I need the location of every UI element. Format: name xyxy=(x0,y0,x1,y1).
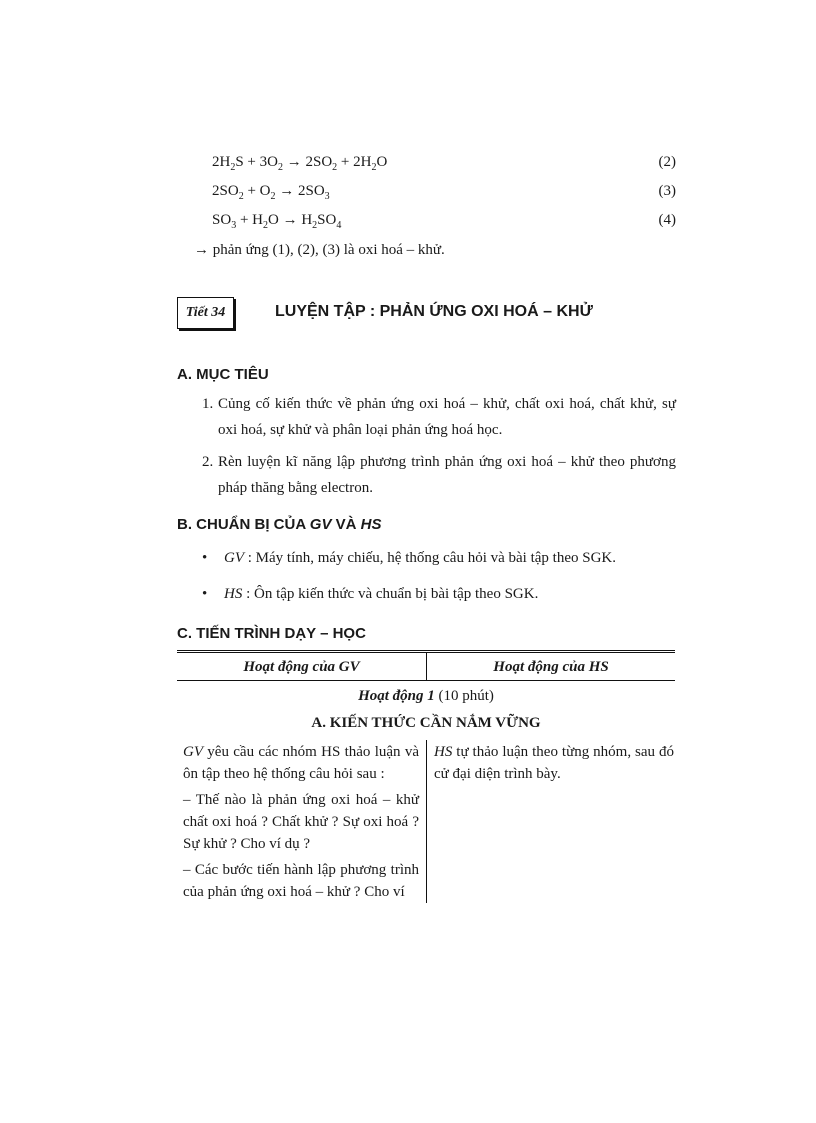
gv-text: yêu cầu các nhóm HS thảo luận và ôn tập theo hệ thống câu hỏi sau : xyxy=(183,744,419,782)
section-b-heading-pre: B. CHUẨN BỊ CỦA xyxy=(177,516,310,533)
hs-text: tự thảo luận theo từng nhóm, sau đó cử đại diện trình bày. xyxy=(434,744,674,782)
equation-row xyxy=(212,208,676,232)
gv-paragraph xyxy=(183,859,419,903)
objective-item xyxy=(202,449,676,501)
gv-paragraph xyxy=(183,789,419,855)
preparation-item xyxy=(202,582,538,606)
section-a-heading: A. MỤC TIÊU xyxy=(177,366,269,383)
equation: $SO_3 + H_2O \to H_2SO_4$ xyxy=(212,212,342,231)
table-top-rule xyxy=(177,650,675,651)
bullet-icon: • xyxy=(202,586,208,602)
section-b-heading-mid: VÀ xyxy=(331,516,361,533)
objective-number: 1. xyxy=(202,396,214,412)
equation: $2SO_2 + O_2 \to 2SO_3$ xyxy=(212,183,330,202)
section-c-heading: C. TIẾN TRÌNH DẠY – HỌC xyxy=(177,625,366,642)
preparation-text: : Ôn tập kiến thức và chuẩn bị bài tập theo SGK. xyxy=(242,586,539,602)
preparation-who: GV xyxy=(224,550,244,566)
section-b-heading-hs: HS xyxy=(360,516,382,533)
hs-lead: HS xyxy=(434,744,453,760)
preparation-who: HS xyxy=(224,586,243,602)
preparation-text: : Máy tính, máy chiếu, hệ thống câu hỏi và bài tập theo SGK. xyxy=(244,550,617,566)
column-header-hs: Hoạt động của HS xyxy=(493,659,609,675)
preparation-item xyxy=(202,546,616,570)
bullet-icon: • xyxy=(202,550,208,566)
gv-lead: GV xyxy=(183,744,203,760)
objective-text: Rèn luyện kĩ năng lập phương trình phản ứng oxi hoá – khử theo phương pháp thăng bằng electron. xyxy=(218,454,676,496)
lesson-title: LUYỆN TẬP : PHẢN ỨNG OXI HOÁ – KHỬ xyxy=(275,303,593,320)
objective-text: Củng cố kiến thức về phản ứng oxi hoá – khử, chất oxi hoá, chất khử, sự oxi hoá, sự khử và phân loại phản ứng hoá học. xyxy=(218,396,676,438)
gv-text: – Thế nào là phản ứng oxi hoá – khử chất oxi hoá ? Chất khử ? Sự oxi hoá ? Sự khử ? Cho ví dụ ? xyxy=(183,792,419,852)
equation-number: (2) xyxy=(658,154,676,170)
conclusion-text: → phản ứng (1), (2), (3) là oxi hoá – khử. xyxy=(194,242,445,258)
objective-number: 2. xyxy=(202,454,214,470)
gv-text: – Các bước tiến hành lập phương trình của phản ứng oxi hoá – khử ? Cho ví xyxy=(183,862,419,900)
activity-label xyxy=(177,685,675,707)
gv-paragraph xyxy=(183,741,419,785)
activity-name: Hoạt động 1 xyxy=(358,688,435,704)
equation-number: (4) xyxy=(658,212,676,228)
section-b-heading-gv: GV xyxy=(309,516,332,533)
column-header-gv: Hoạt động của GV xyxy=(243,659,360,675)
table-header-bottom-rule xyxy=(177,680,675,681)
equation-number: (3) xyxy=(658,183,676,199)
activity-title: A. KIẾN THỨC CẦN NẮM VỮNG xyxy=(311,715,541,731)
equation-row xyxy=(212,179,676,203)
lesson-number-box: Tiết 34 xyxy=(177,297,234,329)
equation: $2H_2S + 3O_2 \to 2SO_2 + 2H_2O$ xyxy=(212,154,388,173)
objective-item xyxy=(202,391,676,443)
equation-row xyxy=(212,150,676,174)
section-b-heading xyxy=(177,514,382,536)
table-column-divider xyxy=(426,740,427,903)
activity-time: (10 phút) xyxy=(434,688,494,704)
hs-paragraph xyxy=(434,741,674,785)
